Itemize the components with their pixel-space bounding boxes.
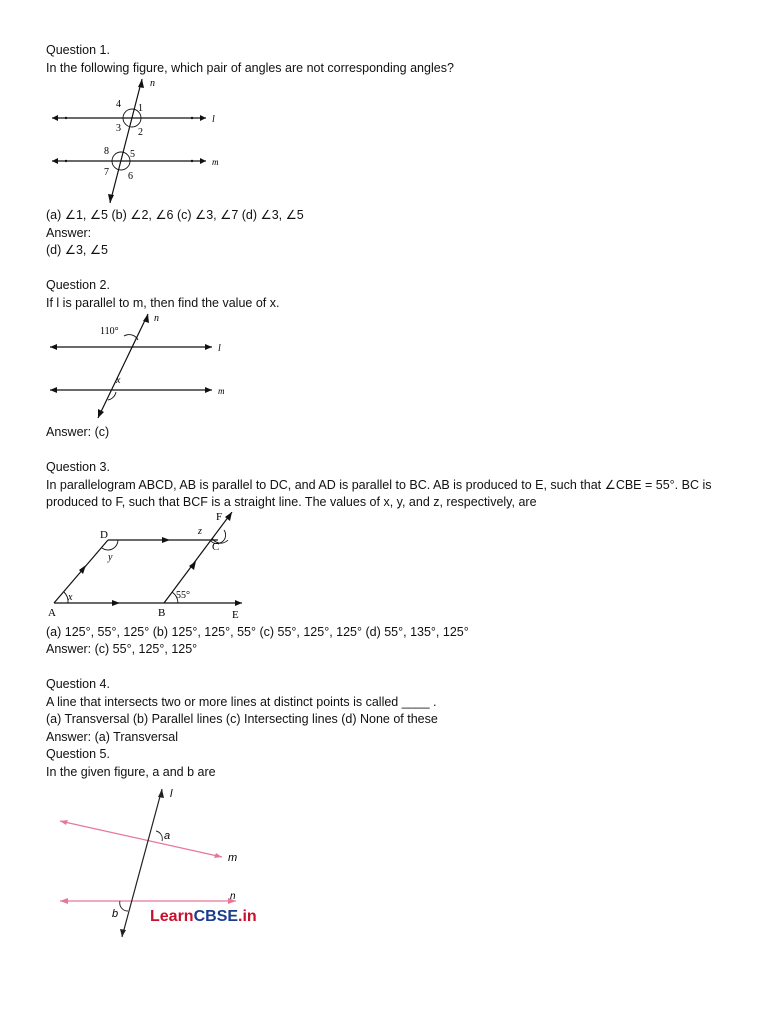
q3-label-E: E: [232, 608, 239, 621]
question-2-answer: Answer: (c): [46, 425, 110, 439]
q1-label-n: n: [150, 78, 155, 89]
question-5-figure: [46, 787, 286, 947]
question-4-title: Question 4.: [46, 677, 110, 691]
q2-label-m: m: [218, 386, 225, 396]
learncbse-logo: [150, 908, 257, 925]
q5-label-l: l: [170, 788, 173, 800]
question-2-figure: [46, 312, 236, 424]
question-3-figure: [46, 512, 256, 624]
question-4-options: (a) Transversal (b) Parallel lines (c) Intersecting lines (d) None of these: [46, 712, 438, 726]
q3-label-angle: 55°: [176, 589, 190, 601]
q1-label-3: 3: [116, 123, 121, 134]
q3-label-x: x: [68, 591, 73, 603]
question-1-options: (a) ∠1, ∠5 (b) ∠2, ∠6 (c) ∠3, ∠7 (d) ∠3, ∠5: [46, 208, 304, 222]
q3-label-z: z: [198, 525, 202, 537]
question-1-answer: (d) ∠3, ∠5: [46, 243, 109, 257]
q3-label-D: D: [100, 528, 108, 541]
q3-label-A: A: [48, 606, 56, 619]
question-2-text: If l is parallel to m, then find the value of x.: [46, 295, 280, 310]
q1-label-5: 5: [130, 149, 135, 160]
logo-cbse: CBSE: [193, 908, 239, 925]
question-3-options: (a) 125°, 55°, 125° (b) 125°, 125°, 55° (c) 55°, 125°, 125° (d) 55°, 135°, 125°: [46, 624, 469, 639]
document-page: [46, 42, 726, 947]
q3-label-B: B: [158, 606, 166, 619]
q2-label-n: n: [154, 313, 159, 324]
q1-label-7: 7: [104, 167, 109, 178]
logo-in: .in: [238, 908, 257, 925]
q5-label-b: b: [112, 908, 119, 920]
question-1-text: In the following figure, which pair of angles are not corresponding angles?: [46, 60, 454, 75]
q1-label-4: 4: [116, 99, 121, 110]
question-5-title: Question 5.: [46, 747, 110, 761]
q5-label-a: a: [164, 830, 171, 842]
question-3-text-2: produced to F, such that BCF is a straight line. The values of x, y, and z, respectively, are: [46, 495, 537, 509]
q2-label-l: l: [218, 343, 221, 354]
q1-label-6: 6: [128, 171, 133, 182]
q3-label-y: y: [108, 551, 113, 563]
question-1-title: Question 1.: [46, 43, 110, 57]
question-3-answer: Answer: (c) 55°, 125°, 125°: [46, 642, 198, 656]
question-1-answer-label: Answer:: [46, 225, 92, 240]
question-5-text: In the given figure, a and b are: [46, 764, 216, 779]
q1-label-l: l: [212, 114, 215, 125]
q3-label-C: C: [212, 540, 220, 553]
q2-label-angle: 110°: [100, 326, 119, 337]
q2-label-x: x: [116, 375, 121, 386]
question-1-figure: [46, 77, 226, 207]
question-3-title: Question 3.: [46, 460, 110, 474]
q1-label-m: m: [212, 157, 219, 167]
question-4-answer: Answer: (a) Transversal: [46, 729, 178, 744]
question-3-text-1: In parallelogram ABCD, AB is parallel to DC, and AD is parallel to BC. AB is produced to E, such that ∠CBE = 55°. BC is: [46, 477, 712, 492]
q3-label-F: F: [216, 511, 223, 523]
question-4-text: A line that intersects two or more lines at distinct points is called ____ .: [46, 694, 437, 709]
q1-label-8: 8: [104, 146, 109, 157]
q1-label-2: 2: [138, 127, 143, 138]
logo-learn: Learn: [150, 908, 194, 925]
q1-label-1: 1: [138, 103, 143, 114]
q5-label-n: n: [230, 891, 236, 902]
question-2-title: Question 2.: [46, 278, 110, 292]
q5-label-m: m: [228, 852, 238, 864]
